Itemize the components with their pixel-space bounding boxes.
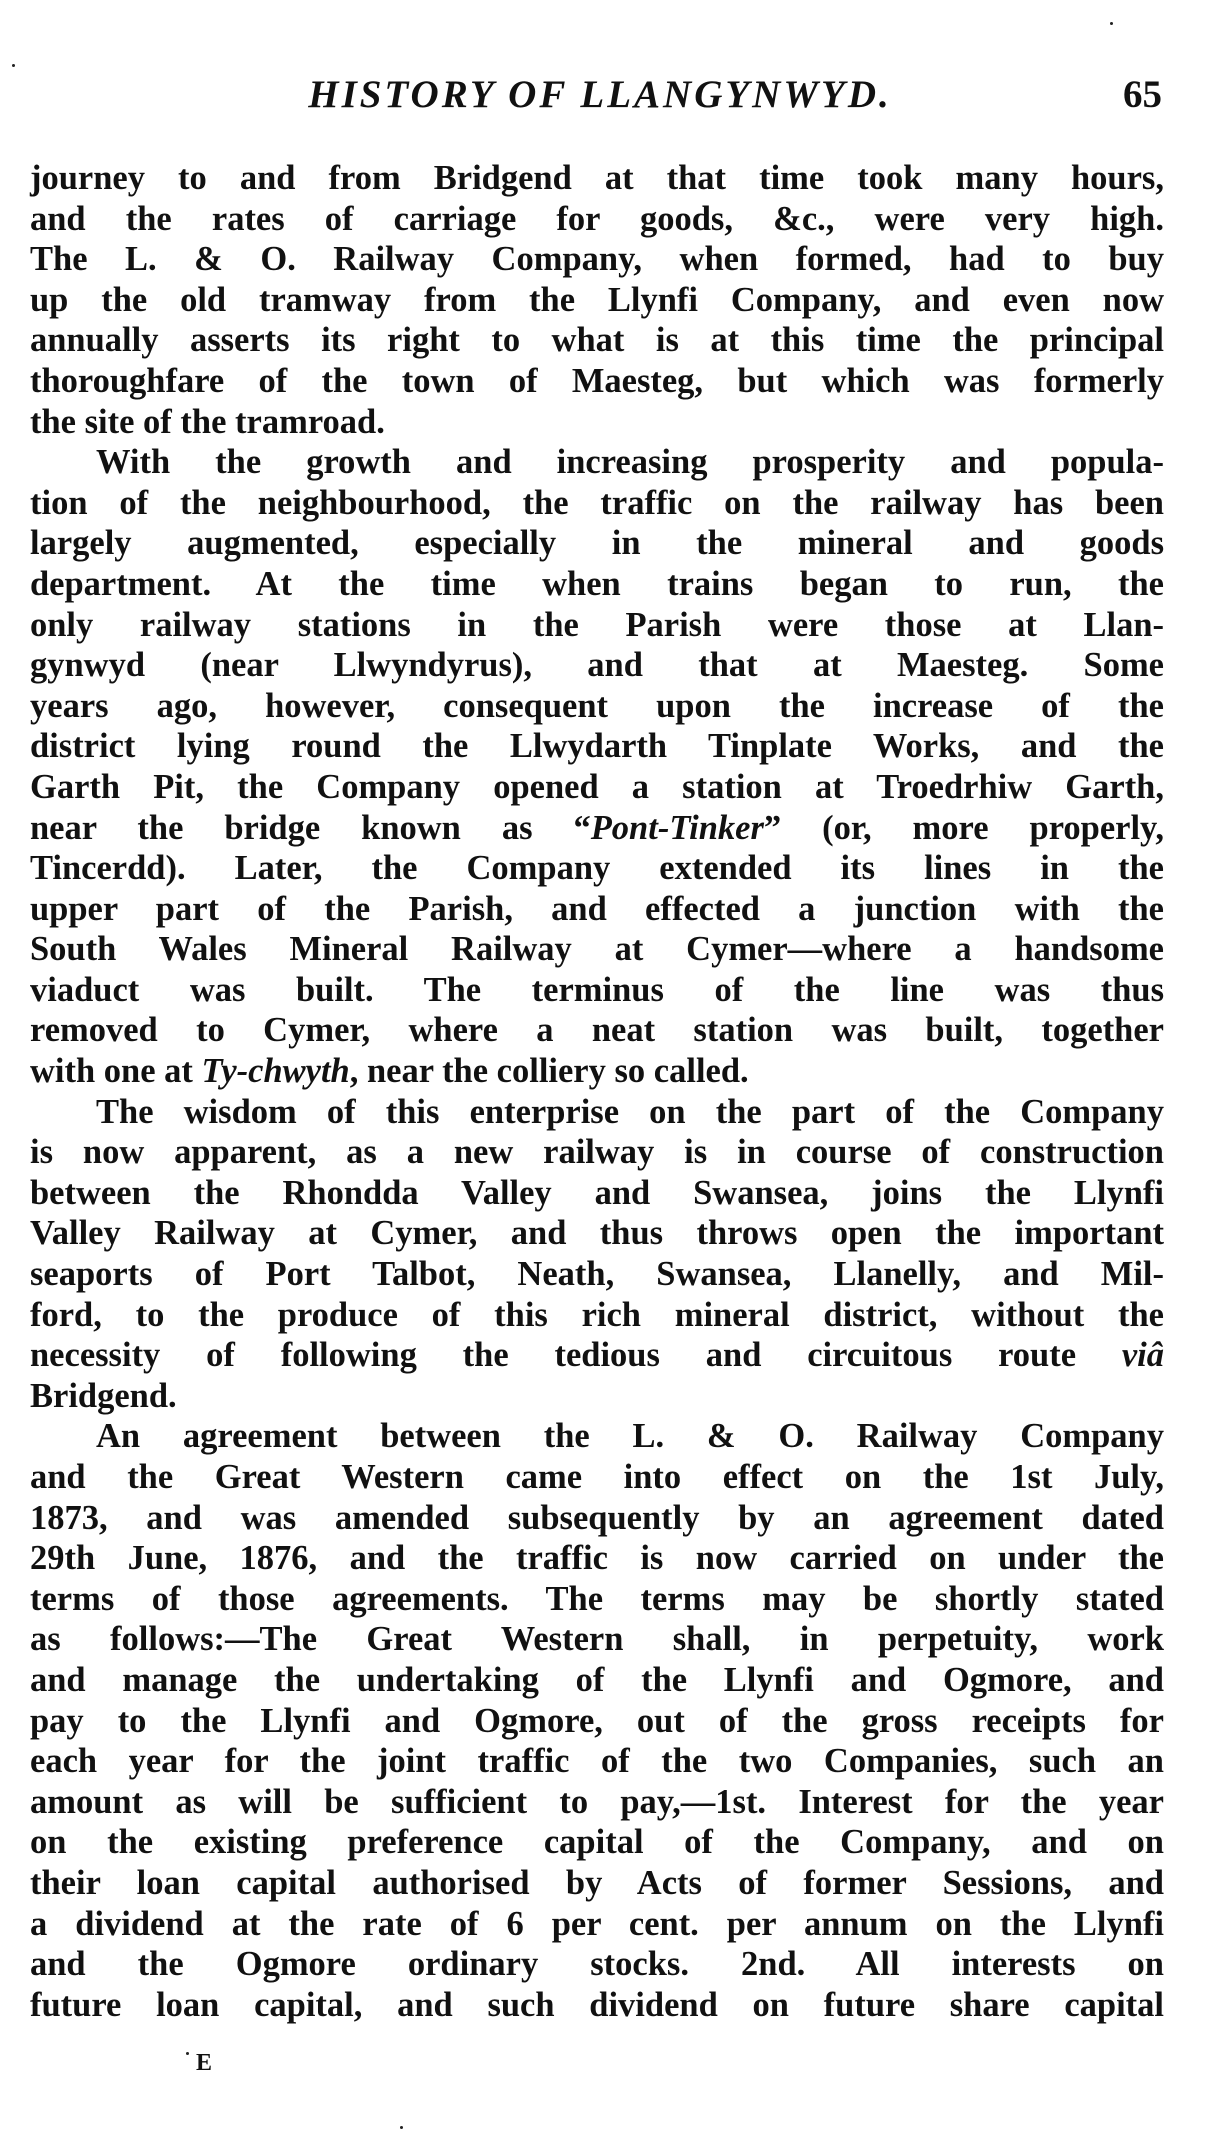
text-line: years ago, however, consequent upon the increase of the — [30, 686, 1164, 725]
text-line: on the existing preference capital of the Company, and on — [30, 1823, 1164, 1862]
text-line: 29th June, 1876, and the traffic is now carried on under the — [30, 1539, 1164, 1578]
text-line: district lying round the Llwydarth Tinplate Works, and the — [30, 727, 1164, 766]
text-line: gynwyd (near Llwyndyrus), and that at Maesteg. Some — [30, 646, 1164, 685]
text-line: The L. & O. Railway Company, when formed, had to buy — [30, 240, 1164, 279]
text-line: Tincerdd). Later, the Company extended its lines in the — [30, 849, 1164, 888]
print-speck — [186, 2052, 189, 2055]
text-line: Garth Pit, the Company opened a station at Troedrhiw Garth, — [30, 767, 1164, 806]
text-line: Bridgend. — [30, 1376, 177, 1415]
body-text — [30, 158, 1164, 2025]
paragraph-start-line: An agreement between the L. & O. Railway Company — [96, 1417, 1164, 1456]
text-line: upper part of the Parish, and effected a junction with the — [30, 889, 1164, 928]
text-line: between the Rhondda Valley and Swansea, joins the Llynfi — [30, 1173, 1164, 1212]
page-header — [30, 72, 1170, 128]
text-line: and the Great Western came into effect on the 1st July, — [30, 1458, 1164, 1496]
text-line: and the Ogmore ordinary stocks. 2nd. All interests on — [30, 1945, 1164, 1984]
text-line: 1873, and was amended subsequently by an agreement dated — [30, 1498, 1164, 1537]
print-speck — [1110, 22, 1113, 25]
text-line: pay to the Llynfi and Ogmore, out of the gross receipts for — [30, 1701, 1164, 1740]
text-line: largely augmented, especially in the mineral and goods — [30, 524, 1164, 563]
page-number: 65 — [1123, 73, 1162, 116]
paragraph-start-line: With the growth and increasing prosperity and popula- — [96, 443, 1164, 482]
text-line: a dividend at the rate of 6 per cent. per annum on the Llynfi — [30, 1904, 1164, 1943]
text-line: amount as will be sufficient to pay,—1st. Interest for the year — [30, 1782, 1164, 1821]
paragraph-start-line: The wisdom of this enterprise on the part of the Company — [96, 1092, 1164, 1131]
signature-mark: E — [196, 2050, 213, 2076]
text-line: department. At the time when trains began to run, the — [30, 564, 1164, 603]
text-line: terms of those agreements. The terms may be shortly stated — [30, 1579, 1164, 1618]
text-line: and the rates of carriage for goods, &c., were very high. — [30, 199, 1164, 238]
running-title: HISTORY OF LLANGYNWYD. — [308, 73, 892, 116]
text-line: journey to and from Bridgend at that time took many hours, — [30, 159, 1164, 197]
text-line: their loan capital authorised by Acts of former Sessions, and — [30, 1863, 1164, 1902]
text-line: up the old tramway from the Llynfi Company, and even now — [30, 280, 1164, 319]
text-line: removed to Cymer, where a neat station was built, together — [30, 1011, 1164, 1050]
text-line: each year for the joint traffic of the two Companies, such an — [30, 1742, 1164, 1781]
text-line: and manage the undertaking of the Llynfi and Ogmore, and — [30, 1660, 1164, 1699]
text-line: necessity of following the tedious and circuitous route viâ — [30, 1336, 1164, 1375]
text-line: only railway stations in the Parish were those at Llan- — [30, 605, 1164, 644]
text-line: is now apparent, as a new railway is in course of construction — [30, 1133, 1164, 1172]
text-line: Valley Railway at Cymer, and thus throws open the important — [30, 1214, 1164, 1253]
text-line: future loan capital, and such dividend on future share capital — [30, 1985, 1164, 2024]
text-line: the site of the tramroad. — [30, 402, 385, 441]
text-line: near the bridge known as “Pont-Tinker” (or, more properly, — [30, 808, 1165, 847]
print-speck — [400, 2126, 403, 2129]
text-line: ford, to the produce of this rich mineral district, without the — [30, 1295, 1164, 1334]
text-line: viaduct was built. The terminus of the line was thus — [30, 970, 1164, 1009]
text-line: as follows:—The Great Western shall, in perpetuity, work — [30, 1620, 1164, 1659]
print-speck — [12, 64, 15, 67]
text-line: with one at Ty-chwyth, near the colliery so called. — [30, 1052, 749, 1091]
text-line: South Wales Mineral Railway at Cymer—where a handsome — [30, 930, 1164, 969]
text-line: annually asserts its right to what is at this time the principal — [30, 321, 1164, 360]
text-line: thoroughfare of the town of Maesteg, but which was formerly — [30, 361, 1164, 400]
text-line: seaports of Port Talbot, Neath, Swansea, Llanelly, and Mil- — [30, 1255, 1164, 1294]
text-line: tion of the neighbourhood, the traffic on the railway has been — [30, 483, 1164, 522]
